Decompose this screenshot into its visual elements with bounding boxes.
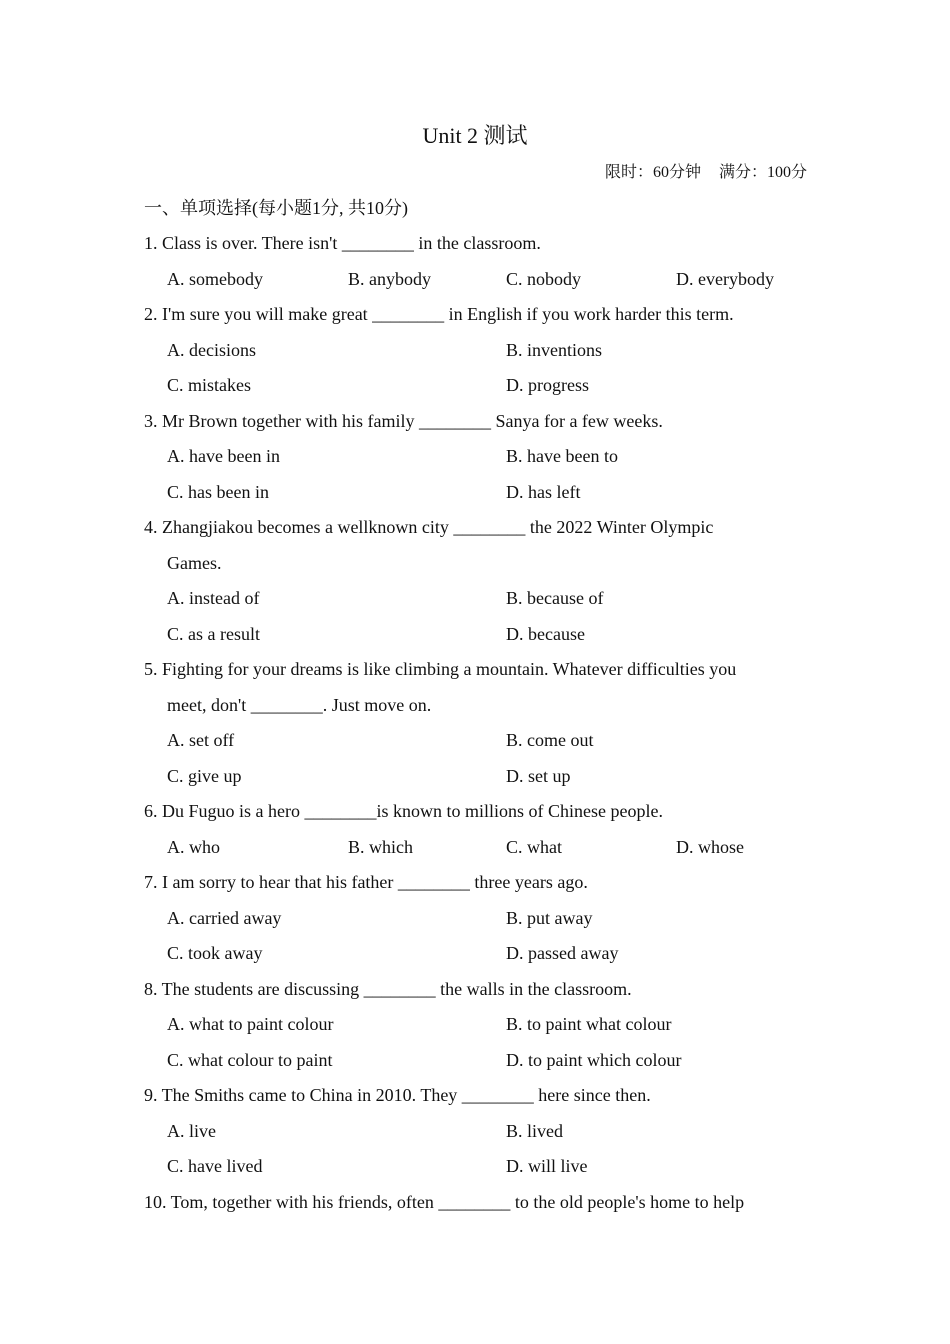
section-title: 一、单项选择(每小题1分, 共10分) bbox=[144, 198, 408, 218]
question-9-option-b: B. lived bbox=[506, 1120, 563, 1141]
question-6-text: 6. Du Fuguo is a hero ________is known to millions of Chinese people. bbox=[144, 801, 663, 821]
question-8-options-row-2 bbox=[144, 1043, 809, 1079]
question-2-options-row-2 bbox=[144, 368, 809, 404]
question-1-option-a: A. somebody bbox=[167, 268, 263, 289]
question-9-options-row-1 bbox=[144, 1114, 809, 1150]
question-4-text: 4. Zhangjiakou becomes a wellknown city ________ the 2022 Winter Olympic bbox=[144, 517, 714, 537]
question-9-option-a: A. live bbox=[167, 1120, 216, 1141]
question-4-option-c: C. as a result bbox=[167, 623, 260, 644]
question-8-option-a: A. what to paint colour bbox=[167, 1014, 334, 1034]
question-6-option-c: C. what bbox=[506, 836, 562, 857]
time-limit: 限时：60分钟 bbox=[604, 164, 701, 181]
question-3-option-c: C. has been in bbox=[167, 481, 269, 502]
question-2-option-b: B. inventions bbox=[506, 339, 603, 360]
question-5-continuation: meet, don't ________. Just move on. bbox=[167, 694, 432, 715]
question-6-options bbox=[144, 830, 809, 866]
question-1-option-c: C. nobody bbox=[506, 268, 582, 289]
page-title: Unit 2 测试 bbox=[422, 123, 528, 148]
question-5-options-row-2 bbox=[144, 759, 809, 795]
question-2-option-c: C. mistakes bbox=[167, 375, 251, 395]
question-1-option-b: B. anybody bbox=[348, 268, 431, 289]
question-3-option-b: B. have been to bbox=[506, 446, 618, 466]
question-9-options-row-2 bbox=[144, 1149, 809, 1185]
question-5-option-d: D. set up bbox=[506, 765, 571, 786]
question-7-option-c: C. took away bbox=[167, 943, 263, 963]
question-5-options-row-1 bbox=[144, 723, 809, 759]
question-10-text: 10. Tom, together with his friends, often ________ to the old people's home to help bbox=[144, 1191, 745, 1212]
question-2-text: 2. I'm sure you will make great ________ in English if you work harder this term. bbox=[144, 304, 734, 324]
question-list bbox=[144, 226, 809, 1220]
question-2-option-d: D. progress bbox=[506, 375, 589, 395]
question-8-text: 8. The students are discussing ________ the walls in the classroom. bbox=[144, 978, 632, 999]
question-7-option-a: A. carried away bbox=[167, 907, 282, 928]
question-5-option-b: B. come out bbox=[506, 730, 594, 750]
question-7-option-d: D. passed away bbox=[506, 943, 619, 963]
question-5-text: 5. Fighting for your dreams is like climbing a mountain. Whatever difficulties you bbox=[144, 659, 737, 679]
question-5-option-c: C. give up bbox=[167, 765, 242, 786]
question-5-option-a: A. set off bbox=[167, 730, 235, 750]
question-3-options-row-2 bbox=[144, 475, 809, 511]
question-6-option-d: D. whose bbox=[676, 836, 744, 857]
question-6-option-a: A. who bbox=[167, 836, 220, 857]
question-7-options-row-1 bbox=[144, 901, 809, 937]
question-4-continuation: Games. bbox=[167, 552, 222, 573]
question-8-option-c: C. what colour to paint bbox=[167, 1049, 333, 1070]
question-7-text: 7. I am sorry to hear that his father ________ three years ago. bbox=[144, 872, 588, 892]
question-8-option-d: D. to paint which colour bbox=[506, 1049, 682, 1070]
question-3-option-d: D. has left bbox=[506, 481, 581, 502]
question-6-option-b: B. which bbox=[348, 836, 413, 857]
question-8-option-b: B. to paint what colour bbox=[506, 1014, 672, 1034]
question-1-text: 1. Class is over. There isn't ________ in the classroom. bbox=[144, 233, 541, 253]
question-9-option-c: C. have lived bbox=[167, 1156, 263, 1176]
question-2-option-a: A. decisions bbox=[167, 339, 256, 360]
question-4-options-row-2 bbox=[144, 617, 809, 653]
question-8-options-row-1 bbox=[144, 1007, 809, 1043]
question-1-options bbox=[144, 262, 809, 298]
question-7-option-b: B. put away bbox=[506, 907, 593, 928]
question-4-options-row-1 bbox=[144, 581, 809, 617]
question-3-text: 3. Mr Brown together with his family ________ Sanya for a few weeks. bbox=[144, 410, 663, 431]
question-4-option-a: A. instead of bbox=[167, 588, 260, 608]
question-1-option-d: D. everybody bbox=[676, 268, 774, 289]
exam-meta bbox=[605, 161, 807, 185]
question-9-option-d: D. will live bbox=[506, 1156, 588, 1176]
question-3-option-a: A. have been in bbox=[167, 446, 280, 466]
question-4-option-b: B. because of bbox=[506, 588, 604, 608]
question-7-options-row-2 bbox=[144, 936, 809, 972]
question-9-text: 9. The Smiths came to China in 2010. They ________ here since then. bbox=[144, 1085, 651, 1105]
full-score: 满分：100分 bbox=[718, 164, 807, 181]
question-2-options-row-1 bbox=[144, 333, 809, 369]
question-4-option-d: D. because bbox=[506, 623, 585, 644]
question-3-options-row-1 bbox=[144, 439, 809, 475]
